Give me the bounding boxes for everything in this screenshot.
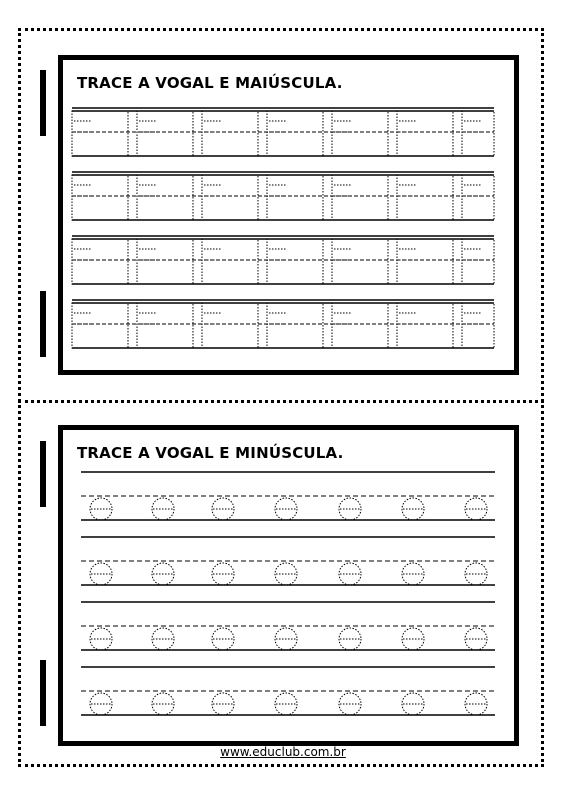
uppercase-row-1 <box>72 108 494 156</box>
lowercase-row-2 <box>81 537 495 585</box>
tracing-letter-outline <box>202 111 258 156</box>
tracing-letter-outline <box>72 111 128 156</box>
uppercase-tracing-grid <box>63 60 514 370</box>
tracing-letter-outline <box>137 303 193 348</box>
lowercase-tracing-grid <box>63 430 514 741</box>
tracing-letter-outline <box>397 239 453 284</box>
tracing-letter-outline <box>462 303 494 348</box>
tracing-letter-outline <box>462 175 494 220</box>
tracing-letter-outline <box>397 303 453 348</box>
tracing-letter-outline <box>462 111 494 156</box>
tracing-letter-outline <box>72 175 128 220</box>
uppercase-row-3 <box>72 236 494 284</box>
tracing-letter-outline <box>332 239 388 284</box>
tracing-letter-outline <box>137 175 193 220</box>
tracing-letter-outline <box>137 239 193 284</box>
uppercase-card-title: TRACE A VOGAL E MAIÚSCULA. <box>77 74 343 92</box>
tracing-letter-outline <box>332 175 388 220</box>
tracing-letter-outline <box>72 239 128 284</box>
tracing-letter-outline <box>267 239 323 284</box>
tracing-letter-outline <box>137 111 193 156</box>
binding-mark-bottom-1 <box>40 441 46 507</box>
tracing-letter-outline <box>202 303 258 348</box>
lowercase-row-4 <box>81 667 495 715</box>
tracing-letter-outline <box>202 175 258 220</box>
tracing-letter-outline <box>397 111 453 156</box>
tracing-letter-outline <box>332 111 388 156</box>
tracing-letter-outline <box>72 303 128 348</box>
uppercase-row-4 <box>72 300 494 348</box>
tracing-letter-outline <box>202 239 258 284</box>
binding-mark-top-2 <box>40 291 46 357</box>
binding-mark-top-1 <box>40 70 46 136</box>
footer <box>0 745 566 759</box>
binding-mark-bottom-2 <box>40 660 46 726</box>
website-link[interactable]: www.educlub.com.br <box>220 745 346 759</box>
tracing-letter-outline <box>462 239 494 284</box>
tracing-letter-outline <box>332 303 388 348</box>
tracing-letter-outline <box>267 111 323 156</box>
lowercase-row-3 <box>81 602 495 650</box>
tracing-letter-outline <box>397 175 453 220</box>
uppercase-tracing-card <box>58 55 519 375</box>
lowercase-card-title: TRACE A VOGAL E MINÚSCULA. <box>77 444 344 462</box>
lowercase-row-1 <box>81 472 495 520</box>
lowercase-tracing-card <box>58 425 519 746</box>
cut-divider <box>18 400 544 403</box>
tracing-letter-outline <box>267 175 323 220</box>
tracing-letter-outline <box>267 303 323 348</box>
uppercase-row-2 <box>72 172 494 220</box>
